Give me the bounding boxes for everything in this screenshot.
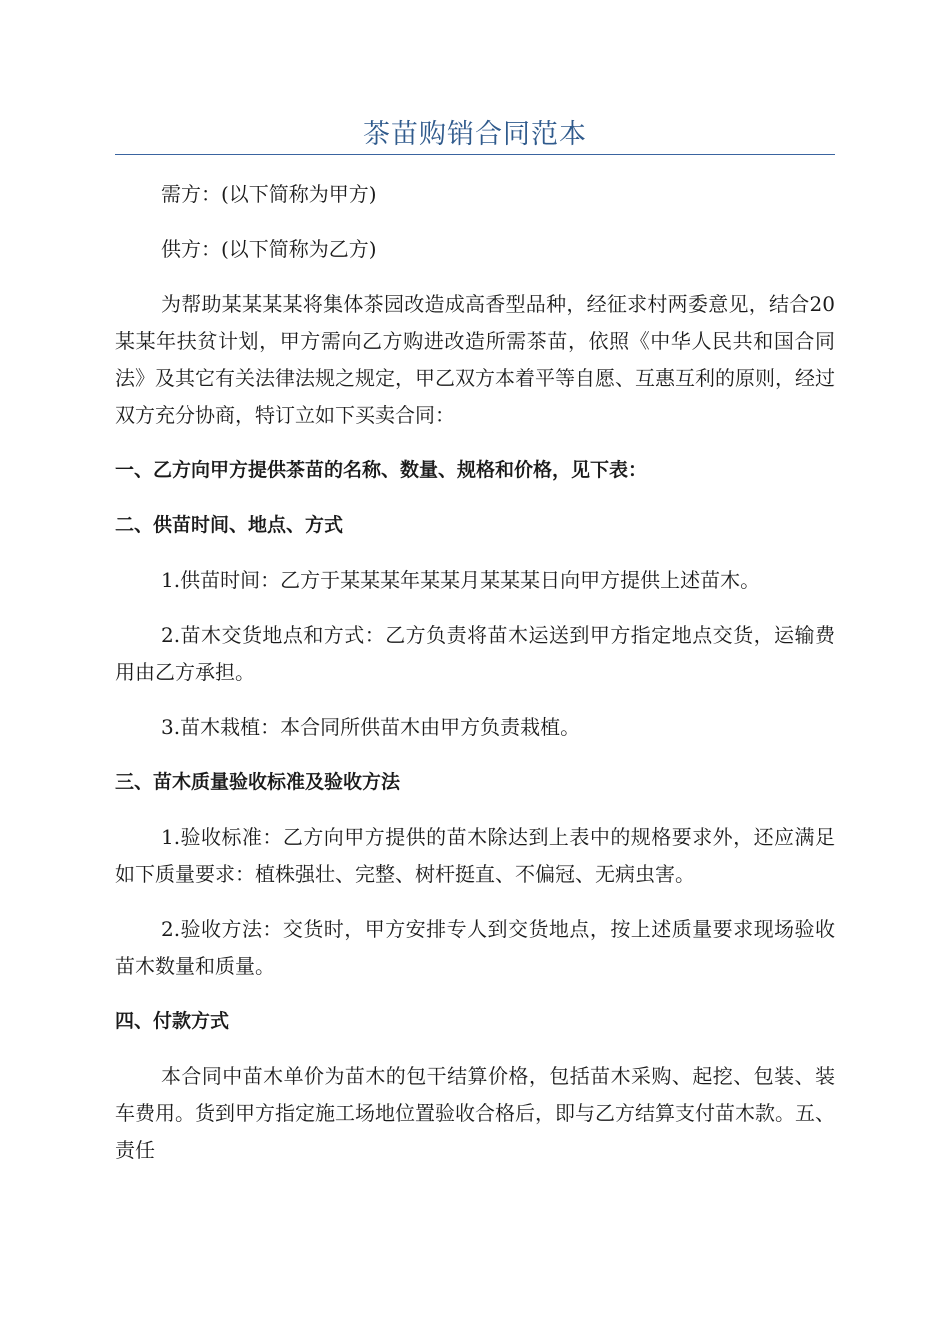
section-heading-2: 二、供苗时间、地点、方式 <box>115 514 344 536</box>
clause-payment: 本合同中苗木单价为苗木的包干结算价格，包括苗木采购、起挖、包装、装车费用。货到甲方指定施工场地位置验收合格后，即与乙方结算支付苗木款。五、责任 <box>115 1064 835 1162</box>
clause-planting: 3.苗木栽植：本合同所供苗木由甲方负责栽植。 <box>161 715 581 739</box>
document-title: 茶苗购销合同范本 <box>363 119 587 150</box>
paragraph-supplier: 供方：(以下简称为乙方) <box>161 237 377 261</box>
section-heading-3: 三、苗木质量验收标准及验收方法 <box>115 771 401 793</box>
document-body <box>115 176 835 1169</box>
clause-acceptance-standard: 1.验收标准：乙方向甲方提供的苗木除达到上表中的规格要求外，还应满足如下质量要求：植株强壮、完整、树杆挺直、不偏冠、无病虫害。 <box>115 825 835 886</box>
section-heading-1: 一、乙方向甲方提供茶苗的名称、数量、规格和价格，见下表： <box>115 459 648 481</box>
title-underline <box>115 154 835 155</box>
clause-supply-time: 1.供苗时间：乙方于某某某年某某月某某某日向甲方提供上述苗木。 <box>161 568 761 592</box>
section-heading-4: 四、付款方式 <box>115 1010 230 1032</box>
paragraph-buyer: 需方：(以下简称为甲方) <box>161 182 377 206</box>
paragraph-preamble: 为帮助某某某某将集体茶园改造成高香型品种，经征求村两委意见，结合20某某年扶贫计划，甲方需向乙方购进改造所需茶苗，依照《中华人民共和国合同法》及其它有关法律法规之规定，甲乙双方本着平等自愿、互惠互利的原则，经过双方充分协商，特订立如下买卖合同： <box>115 292 835 427</box>
clause-delivery: 2.苗木交货地点和方式：乙方负责将苗木运送到甲方指定地点交货，运输费用由乙方承担。 <box>115 623 835 684</box>
clause-acceptance-method: 2.验收方法：交货时，甲方安排专人到交货地点，按上述质量要求现场验收苗木数量和质量。 <box>115 917 835 978</box>
